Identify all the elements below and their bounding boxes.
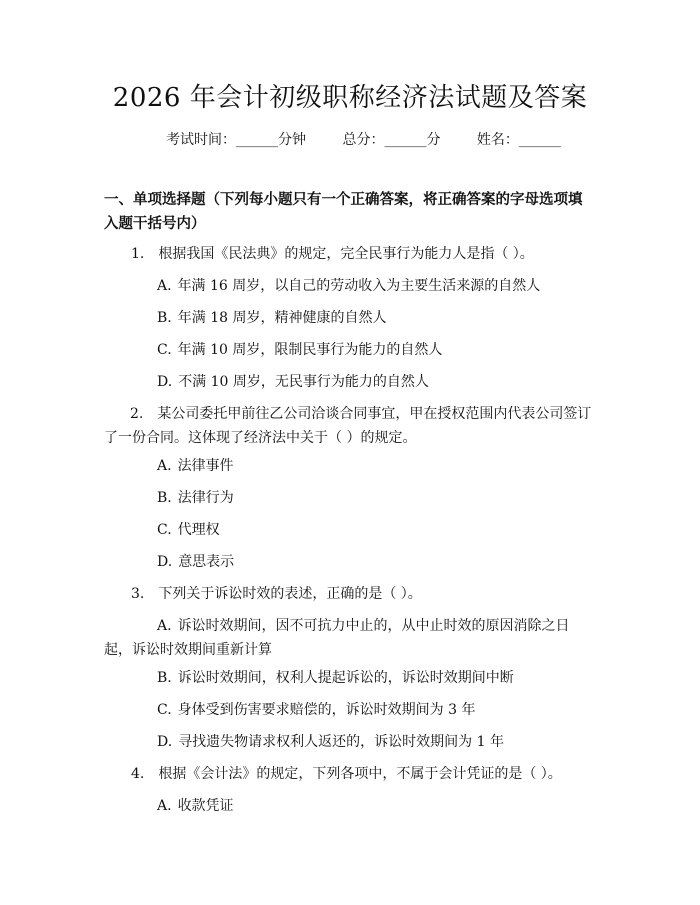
document-title: 2026 年会计初级职称经济法试题及答案 <box>112 83 588 113</box>
option-letter: C. <box>157 702 172 718</box>
question-1 <box>131 242 534 266</box>
option-letter: A. <box>157 278 172 294</box>
option-2b <box>157 486 234 510</box>
option-letter: B. <box>157 310 172 326</box>
option-2a <box>157 454 234 478</box>
option-text: 诉讼时效期间，因不可抗力中止的，从中止时效的原因消除之日起，诉讼时效期间重新计算 <box>104 618 570 658</box>
total-score-label: 总分： <box>342 132 385 148</box>
question-2 <box>104 402 594 450</box>
option-1c <box>157 338 442 362</box>
option-text: 代理权 <box>177 522 220 538</box>
option-text: 身体受到伤害要求赔偿的，诉讼时效期间为 3 年 <box>177 702 476 718</box>
option-text: 年满 18 周岁，精神健康的自然人 <box>177 310 387 326</box>
option-1d <box>157 370 429 394</box>
question-number: 3. <box>131 586 145 602</box>
option-3a <box>104 614 594 662</box>
option-3b <box>157 666 514 690</box>
option-text: 不满 10 周岁，无民事行为能力的自然人 <box>178 374 429 390</box>
option-text: 法律行为 <box>177 490 234 506</box>
option-letter: A. <box>157 798 172 814</box>
exam-time-label: 考试时间： <box>166 132 236 148</box>
option-text: 收款凭证 <box>177 798 234 814</box>
option-text: 年满 10 周岁，限制民事行为能力的自然人 <box>177 342 443 358</box>
option-1b <box>157 306 386 330</box>
option-letter: C. <box>157 342 172 358</box>
total-score-field <box>342 132 440 148</box>
option-letter: B. <box>157 490 172 506</box>
exam-time-blank: ______ <box>236 132 278 148</box>
total-score-unit: 分 <box>426 132 441 148</box>
option-letter: A. <box>157 618 172 634</box>
exam-info-line <box>166 130 593 150</box>
question-3 <box>131 582 422 606</box>
option-letter: D. <box>157 374 173 390</box>
name-field <box>477 132 561 148</box>
exam-time-unit: 分钟 <box>278 132 306 148</box>
section-heading: 一、单项选择题（下列每小题只有一个正确答案，将正确答案的字母选项填入题干括号内） <box>104 192 583 232</box>
question-number: 1. <box>131 246 145 262</box>
option-text: 法律事件 <box>177 458 234 474</box>
option-text: 诉讼时效期间，权利人提起诉讼的，诉讼时效期间中断 <box>177 670 514 686</box>
option-letter: B. <box>157 670 172 686</box>
exam-time-field <box>166 132 306 148</box>
option-4a <box>157 794 234 818</box>
name-label: 姓名： <box>476 132 519 148</box>
question-text: 根据我国《民法典》的规定，完全民事行为能力人是指（ ）。 <box>158 246 534 262</box>
option-1a <box>157 274 540 298</box>
option-3c <box>157 698 475 722</box>
option-3d <box>157 730 504 754</box>
option-letter: A. <box>157 458 172 474</box>
option-2d <box>157 550 234 574</box>
option-2c <box>157 518 220 542</box>
question-number: 4. <box>131 766 145 782</box>
total-score-blank: ______ <box>384 132 427 148</box>
option-letter: D. <box>157 734 173 750</box>
question-4 <box>131 762 562 786</box>
option-text: 年满 16 周岁，以自己的劳动收入为主要生活来源的自然人 <box>177 278 541 294</box>
option-text: 寻找遗失物请求权利人返还的，诉讼时效期间为 1 年 <box>178 734 504 750</box>
question-text: 下列关于诉讼时效的表述，正确的是（ ）。 <box>158 586 422 602</box>
question-text: 根据《会计法》的规定，下列各项中，不属于会计凭证的是（ ）。 <box>158 766 562 782</box>
name-blank: ______ <box>518 132 561 148</box>
option-text: 意思表示 <box>178 554 235 570</box>
option-letter: C. <box>157 522 172 538</box>
question-number: 2. <box>130 406 144 422</box>
option-letter: D. <box>157 554 173 570</box>
question-text: 某公司委托甲前往乙公司洽谈合同事宜，甲在授权范围内代表公司签订了一份合同。这体现了经济法中关于（ ）的规定。 <box>104 406 592 446</box>
